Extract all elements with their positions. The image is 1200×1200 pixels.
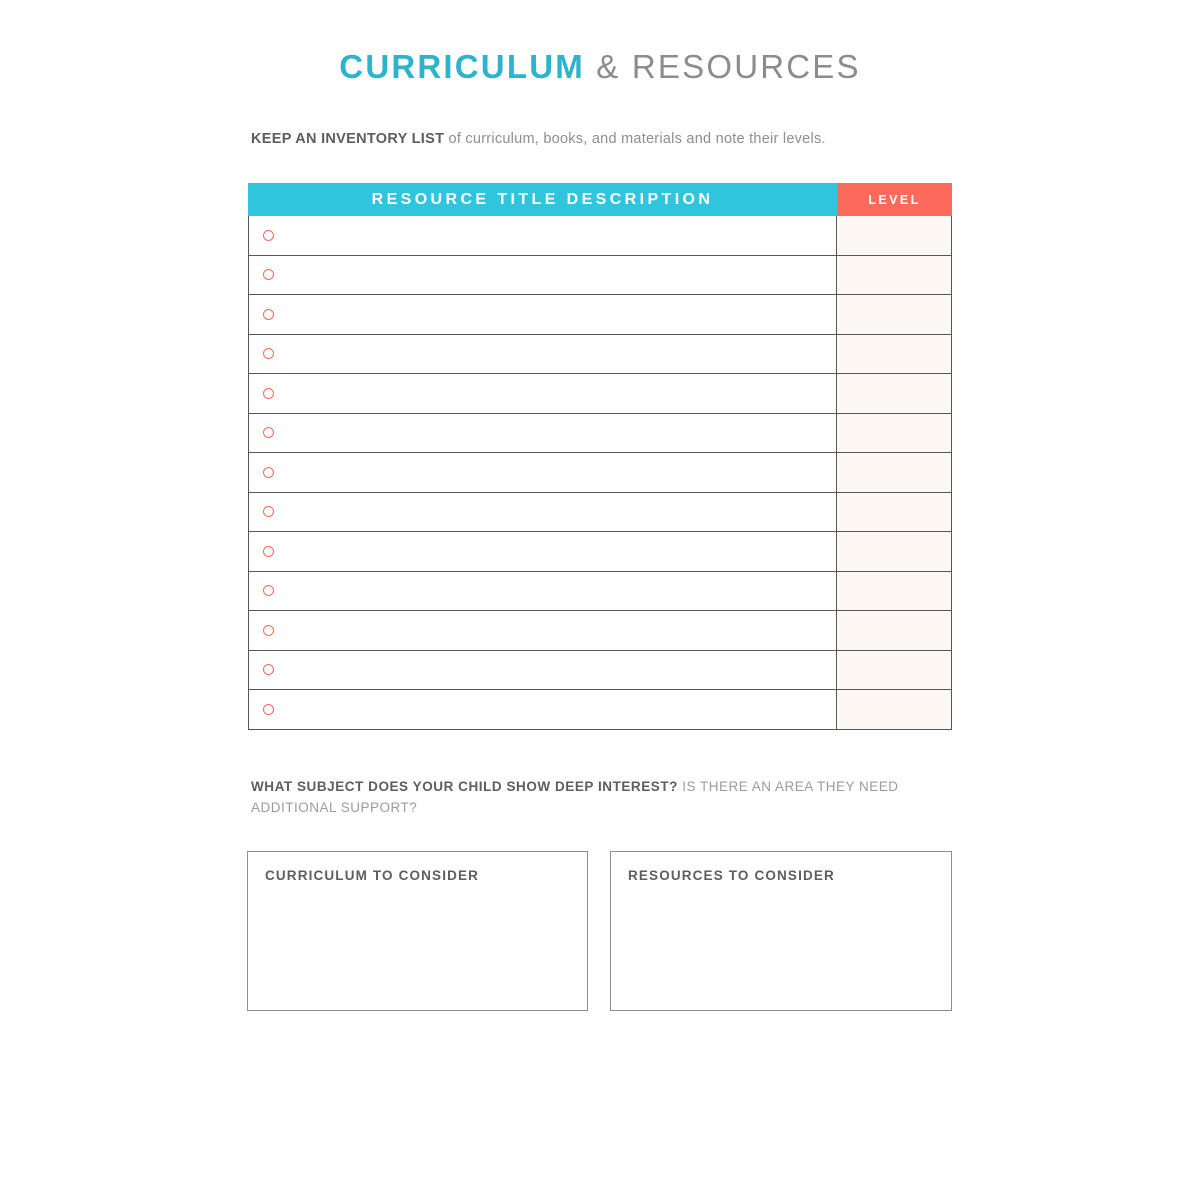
circle-bullet-icon bbox=[263, 309, 274, 320]
circle-bullet-icon bbox=[263, 388, 274, 399]
circle-bullet-icon bbox=[263, 427, 274, 438]
cell-description[interactable] bbox=[249, 493, 837, 532]
table-row[interactable] bbox=[248, 335, 952, 375]
cell-description[interactable] bbox=[249, 216, 837, 255]
cell-level[interactable] bbox=[837, 532, 951, 571]
circle-bullet-icon bbox=[263, 467, 274, 478]
cell-description[interactable] bbox=[249, 611, 837, 650]
circle-bullet-icon bbox=[263, 546, 274, 557]
resources-to-consider-box[interactable] bbox=[610, 851, 952, 1011]
table-row[interactable] bbox=[248, 453, 952, 493]
page-title-amp: & bbox=[584, 48, 632, 85]
cell-description[interactable] bbox=[249, 335, 837, 374]
table-header-row bbox=[248, 183, 952, 216]
circle-bullet-icon bbox=[263, 625, 274, 636]
circle-bullet-icon bbox=[263, 585, 274, 596]
table-row[interactable] bbox=[248, 532, 952, 572]
cell-level[interactable] bbox=[837, 493, 951, 532]
circle-bullet-icon bbox=[263, 664, 274, 675]
cell-description[interactable] bbox=[249, 256, 837, 295]
table-row[interactable] bbox=[248, 493, 952, 533]
reflection-question-strong: WHAT SUBJECT DOES YOUR CHILD SHOW DEEP INTEREST? bbox=[251, 779, 678, 794]
column-header-description: RESOURCE TITLE DESCRIPTION bbox=[248, 183, 837, 216]
cell-description[interactable] bbox=[249, 374, 837, 413]
page-title-rest: RESOURCES bbox=[631, 48, 861, 85]
page-title-strong: CURRICULUM bbox=[339, 48, 585, 85]
cell-level[interactable] bbox=[837, 374, 951, 413]
intro-text bbox=[251, 131, 1011, 147]
intro-text-rest: of curriculum, books, and materials and note their levels. bbox=[444, 131, 826, 147]
column-header-level: LEVEL bbox=[837, 183, 952, 216]
cell-level[interactable] bbox=[837, 295, 951, 334]
table-row[interactable] bbox=[248, 295, 952, 335]
circle-bullet-icon bbox=[263, 269, 274, 280]
cell-description[interactable] bbox=[249, 295, 837, 334]
circle-bullet-icon bbox=[263, 348, 274, 359]
cell-level[interactable] bbox=[837, 453, 951, 492]
reflection-question-rest: IS THERE AN AREA THEY NEED ADDITIONAL SUPPORT? bbox=[251, 779, 899, 815]
circle-bullet-icon bbox=[263, 704, 274, 715]
cell-level[interactable] bbox=[837, 256, 951, 295]
table-row[interactable] bbox=[248, 651, 952, 691]
cell-level[interactable] bbox=[837, 690, 951, 729]
circle-bullet-icon bbox=[263, 230, 274, 241]
table-row[interactable] bbox=[248, 572, 952, 612]
cell-description[interactable] bbox=[249, 414, 837, 453]
table-row[interactable] bbox=[248, 414, 952, 454]
curriculum-to-consider-box[interactable] bbox=[247, 851, 588, 1011]
intro-text-strong: KEEP AN INVENTORY LIST bbox=[251, 131, 445, 147]
cell-level[interactable] bbox=[837, 335, 951, 374]
cell-description[interactable] bbox=[249, 453, 837, 492]
resources-to-consider-label: RESOURCES TO CONSIDER bbox=[628, 868, 835, 883]
table-row[interactable] bbox=[248, 611, 952, 651]
cell-level[interactable] bbox=[837, 651, 951, 690]
circle-bullet-icon bbox=[263, 506, 274, 517]
cell-level[interactable] bbox=[837, 414, 951, 453]
page-title bbox=[0, 48, 1200, 86]
inventory-table bbox=[248, 183, 952, 730]
cell-description[interactable] bbox=[249, 651, 837, 690]
table-row[interactable] bbox=[248, 216, 952, 256]
table-row[interactable] bbox=[248, 256, 952, 296]
reflection-question bbox=[251, 776, 951, 818]
table-row[interactable] bbox=[248, 374, 952, 414]
cell-level[interactable] bbox=[837, 611, 951, 650]
cell-level[interactable] bbox=[837, 572, 951, 611]
cell-description[interactable] bbox=[249, 532, 837, 571]
table-row[interactable] bbox=[248, 690, 952, 730]
curriculum-to-consider-label: CURRICULUM TO CONSIDER bbox=[265, 868, 480, 883]
cell-level[interactable] bbox=[837, 216, 951, 255]
cell-description[interactable] bbox=[249, 690, 837, 729]
cell-description[interactable] bbox=[249, 572, 837, 611]
